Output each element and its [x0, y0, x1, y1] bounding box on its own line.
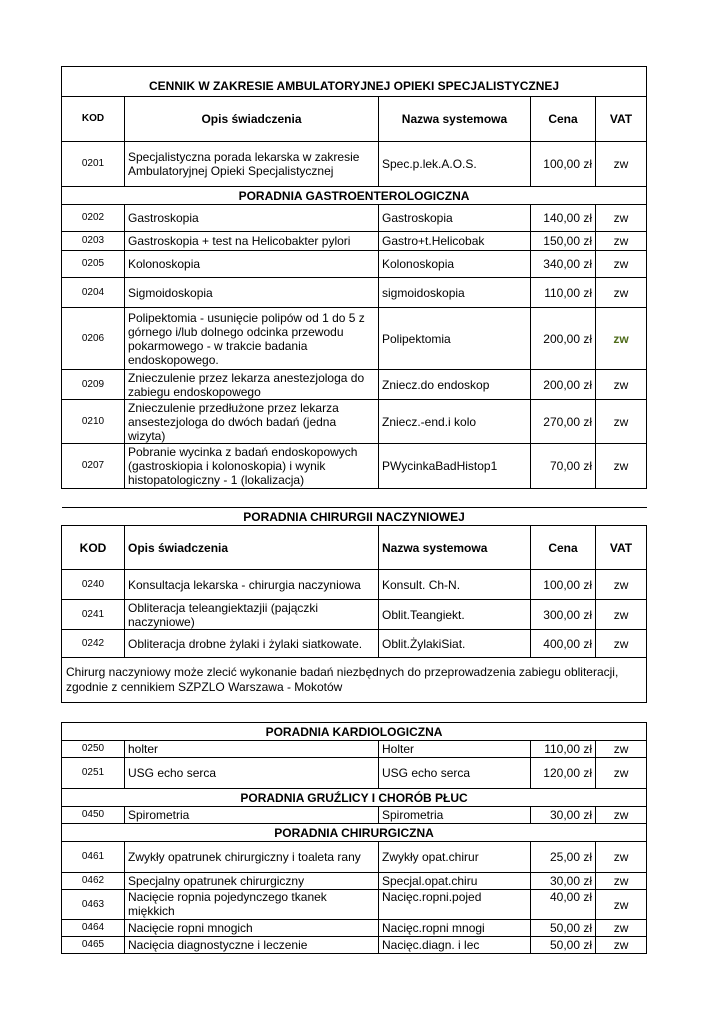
- cell-cena: 120,00 zł: [531, 758, 596, 789]
- cell-nazwa: Spec.p.lek.A.O.S.: [379, 142, 531, 187]
- cell-vat: zw: [596, 600, 647, 630]
- cell-kod: 0205: [62, 251, 125, 278]
- cell-nazwa: Oblit.Teangiekt.: [379, 600, 531, 630]
- cell-opis: Specjalistyczna porada lekarska w zakresie Ambulatoryjnej Opieki Specjalistycznej: [125, 142, 379, 187]
- cell-kod: 0209: [62, 370, 125, 400]
- cell-vat: zw: [596, 741, 647, 758]
- cell-cena: 70,00 zł: [531, 444, 596, 489]
- cell-vat: zw: [596, 278, 647, 308]
- table-row: [62, 570, 647, 600]
- cell-vat: zw: [596, 873, 647, 890]
- cell-kod: 0241: [62, 600, 125, 630]
- cell-vat: zw: [596, 890, 647, 920]
- section-title-surgery: PORADNIA CHIRURGICZNA: [62, 824, 647, 842]
- section-title-pulmonology: PORADNIA GRUŹLICY I CHORÓB PŁUC: [62, 789, 647, 807]
- header-cena: Cena: [531, 97, 596, 142]
- table-row: [62, 142, 647, 187]
- cell-opis: Sigmoidoskopia: [125, 278, 379, 308]
- table-row: [62, 741, 647, 758]
- cell-kod: 0206: [62, 308, 125, 370]
- cell-vat: zw: [596, 937, 647, 954]
- vascular-note: Chirurg naczyniowy może zlecić wykonanie badań niezbędnych do przeprowadzenia zabiegu obliteracji, zgodnie z cennikiem SZPZLO Warszawa - Mokotów: [62, 658, 647, 703]
- table-row: [62, 308, 647, 370]
- cell-vat: zw: [596, 444, 647, 489]
- header-kod: KOD: [62, 526, 125, 570]
- cell-vat: zw: [596, 920, 647, 937]
- cell-vat: zw: [596, 842, 647, 873]
- cell-opis: Nacięcia diagnostyczne i leczenie: [125, 937, 379, 954]
- cell-cena: 50,00 zł: [531, 937, 596, 954]
- header-opis: Opis świadczenia: [125, 97, 379, 142]
- table-row: [62, 630, 647, 658]
- header-nazwa: Nazwa systemowa: [379, 526, 531, 570]
- cell-opis: Nacięcie ropnia pojedynczego tkanek miękkich: [125, 890, 379, 920]
- cell-kod: 0202: [62, 205, 125, 232]
- cell-kod: 0462: [62, 873, 125, 890]
- table-row: [62, 205, 647, 232]
- header-vat: VAT: [596, 97, 647, 142]
- cell-nazwa: Gastro+t.Helicobak: [379, 232, 531, 251]
- cell-kod: 0242: [62, 630, 125, 658]
- cell-vat-highlighted: zw: [596, 308, 647, 370]
- cell-nazwa: Holter: [379, 741, 531, 758]
- table-row: [62, 873, 647, 890]
- cell-kod: 0450: [62, 807, 125, 824]
- header-kod: KOD: [62, 97, 125, 142]
- table-row: [62, 400, 647, 444]
- cell-kod: 0465: [62, 937, 125, 954]
- section-title-gastro: PORADNIA GASTROENTEROLOGICZNA: [62, 187, 647, 205]
- cell-kod: 0204: [62, 278, 125, 308]
- section-title-cardiology: PORADNIA KARDIOLOGICZNA: [62, 723, 647, 741]
- cell-cena: 400,00 zł: [531, 630, 596, 658]
- table-row: [62, 842, 647, 873]
- cell-opis: Nacięcie ropni mnogich: [125, 920, 379, 937]
- cell-opis: Pobranie wycinka z badań endoskopowych (gastroskiopia i kolonoskopia) i wynik histopatologiczny - 1 (lokalizacja): [125, 444, 379, 489]
- table-row: [62, 370, 647, 400]
- cell-vat: zw: [596, 570, 647, 600]
- cell-cena: 300,00 zł: [531, 600, 596, 630]
- table-row: [62, 890, 647, 920]
- table-row: [62, 232, 647, 251]
- table-row: [62, 807, 647, 824]
- header-cena: Cena: [531, 526, 596, 570]
- cell-nazwa: sigmoidoskopia: [379, 278, 531, 308]
- table-row: [62, 937, 647, 954]
- cell-nazwa: USG echo serca: [379, 758, 531, 789]
- price-table-vascular-surgery: [61, 507, 647, 703]
- cell-nazwa: PWycinkaBadHistop1: [379, 444, 531, 489]
- table-row: [62, 444, 647, 489]
- cell-cena: 40,00 zł: [531, 890, 596, 920]
- cell-opis: Specjalny opatrunek chirurgiczny: [125, 873, 379, 890]
- cell-opis: Kolonoskopia: [125, 251, 379, 278]
- cell-vat: zw: [596, 142, 647, 187]
- cell-nazwa: Specjal.opat.chiru: [379, 873, 531, 890]
- cell-vat: zw: [596, 807, 647, 824]
- header-opis: Opis świadczenia: [125, 526, 379, 570]
- cell-vat: zw: [596, 630, 647, 658]
- cell-nazwa: Nacięc.ropni.pojed: [379, 890, 531, 920]
- table-row: [62, 278, 647, 308]
- cell-nazwa: Polipektomia: [379, 308, 531, 370]
- cell-opis: Obliteracja teleangiektazjii (pajączki naczyniowe): [125, 600, 379, 630]
- cell-opis: holter: [125, 741, 379, 758]
- cell-kod: 0210: [62, 400, 125, 444]
- cell-kod: 0203: [62, 232, 125, 251]
- cell-vat: zw: [596, 758, 647, 789]
- cell-cena: 50,00 zł: [531, 920, 596, 937]
- cell-opis: USG echo serca: [125, 758, 379, 789]
- cell-cena: 140,00 zł: [531, 205, 596, 232]
- cell-cena: 110,00 zł: [531, 741, 596, 758]
- cell-vat: zw: [596, 370, 647, 400]
- cell-nazwa: Zniecz.do endoskop: [379, 370, 531, 400]
- cell-opis: Gastroskopia: [125, 205, 379, 232]
- cell-vat: zw: [596, 400, 647, 444]
- price-table-ambulatory: [61, 66, 647, 489]
- cell-cena: 150,00 zł: [531, 232, 596, 251]
- cell-opis: Znieczulenie przedłużone przez lekarza ansestezjologa do dwóch badań (jedna wizyta): [125, 400, 379, 444]
- header-vat: VAT: [596, 526, 647, 570]
- header-nazwa: Nazwa systemowa: [379, 97, 531, 142]
- cell-opis: Spirometria: [125, 807, 379, 824]
- cell-nazwa: Spirometria: [379, 807, 531, 824]
- table-row: [62, 251, 647, 278]
- cell-cena: 200,00 zł: [531, 370, 596, 400]
- cell-vat: zw: [596, 232, 647, 251]
- section-title-vascular: PORADNIA CHIRURGII NACZYNIOWEJ: [62, 508, 647, 526]
- cell-cena: 100,00 zł: [531, 142, 596, 187]
- cell-kod: 0207: [62, 444, 125, 489]
- cell-kod: 0464: [62, 920, 125, 937]
- page-title: CENNIK W ZAKRESIE AMBULATORYJNEJ OPIEKI SPECJALISTYCZNEJ: [62, 67, 647, 97]
- cell-kod: 0461: [62, 842, 125, 873]
- cell-nazwa: Nacięc.ropni mnogi: [379, 920, 531, 937]
- cell-nazwa: Zwykły opat.chirur: [379, 842, 531, 873]
- cell-nazwa: Konsult. Ch-N.: [379, 570, 531, 600]
- cell-cena: 100,00 zł: [531, 570, 596, 600]
- table-row: [62, 600, 647, 630]
- cell-cena: 30,00 zł: [531, 807, 596, 824]
- cell-vat: zw: [596, 251, 647, 278]
- cell-vat: zw: [596, 205, 647, 232]
- cell-nazwa: Gastroskopia: [379, 205, 531, 232]
- cell-kod: 0201: [62, 142, 125, 187]
- cell-nazwa: Kolonoskopia: [379, 251, 531, 278]
- cell-opis: Obliteracja drobne żylaki i żylaki siatkowate.: [125, 630, 379, 658]
- cell-opis: Znieczulenie przez lekarza anestezjologa do zabiegu endoskopowego: [125, 370, 379, 400]
- cell-cena: 340,00 zł: [531, 251, 596, 278]
- cell-cena: 200,00 zł: [531, 308, 596, 370]
- cell-nazwa: Zniecz.-end.i kolo: [379, 400, 531, 444]
- cell-cena: 110,00 zł: [531, 278, 596, 308]
- cell-nazwa: Nacięc.diagn. i lec: [379, 937, 531, 954]
- cell-cena: 270,00 zł: [531, 400, 596, 444]
- table-row: [62, 920, 647, 937]
- cell-opis: Gastroskopia + test na Helicobakter pylori: [125, 232, 379, 251]
- cell-kod: 0250: [62, 741, 125, 758]
- cell-opis: Konsultacja lekarska - chirurgia naczyniowa: [125, 570, 379, 600]
- cell-kod: 0251: [62, 758, 125, 789]
- cell-kod: 0463: [62, 890, 125, 920]
- cell-cena: 30,00 zł: [531, 873, 596, 890]
- cell-nazwa: Oblit.ŻylakiSiat.: [379, 630, 531, 658]
- cell-opis: Zwykły opatrunek chirurgiczny i toaleta rany: [125, 842, 379, 873]
- cell-opis: Polipektomia - usunięcie polipów od 1 do 5 z górnego i/lub dolnego odcinka przewodu pokarmowego - w trakcie badania endoskopowego.: [125, 308, 379, 370]
- cell-kod: 0240: [62, 570, 125, 600]
- table-row: [62, 758, 647, 789]
- cell-cena: 25,00 zł: [531, 842, 596, 873]
- price-table-clinics: [61, 722, 647, 954]
